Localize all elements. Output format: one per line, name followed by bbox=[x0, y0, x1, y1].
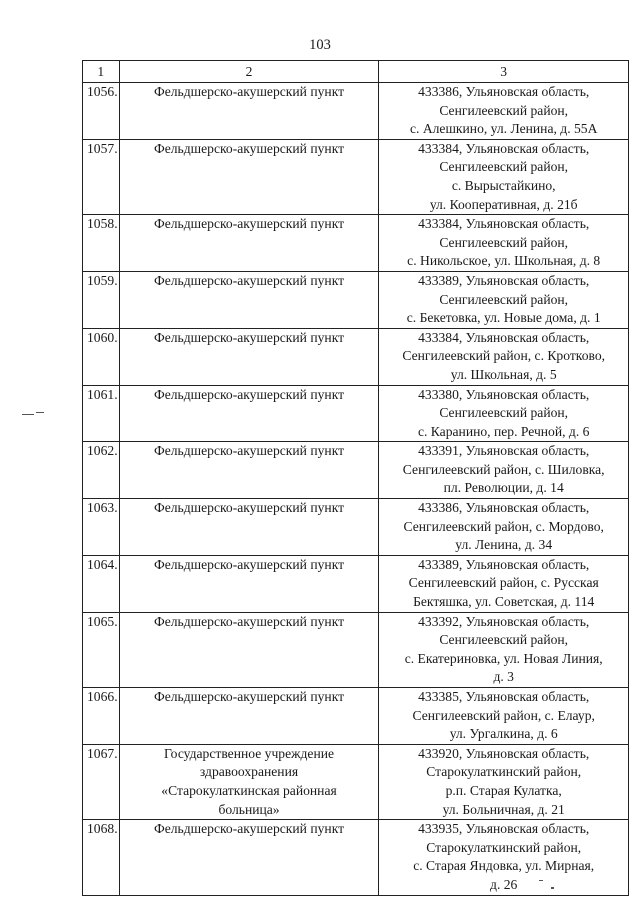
institution-address bbox=[379, 688, 629, 745]
table-row bbox=[83, 215, 629, 272]
address-line: с. Алешкино, ул. Ленина, д. 55А bbox=[410, 121, 598, 137]
address-line: 433384, Ульяновская область, bbox=[418, 140, 590, 156]
row-number: 1063. bbox=[83, 499, 120, 556]
institution-name-line: Фельдшерско-акушерский пункт bbox=[153, 613, 345, 629]
address-line: с. Вырыстайкино, bbox=[451, 177, 556, 193]
institution-name-line: Государственное учреждение bbox=[164, 745, 335, 761]
institution-address bbox=[379, 215, 629, 272]
institution-name bbox=[119, 442, 379, 499]
address-line: 433380, Ульяновская область, bbox=[418, 386, 590, 402]
institution-name bbox=[119, 328, 379, 385]
institution-name bbox=[119, 688, 379, 745]
institution-address bbox=[379, 328, 629, 385]
row-number: 1065. bbox=[83, 612, 120, 687]
institution-name bbox=[119, 555, 379, 612]
institution-name bbox=[119, 612, 379, 687]
address-line: Сенгилеевский район, с. Кротково, bbox=[402, 348, 606, 364]
row-number: 1057. bbox=[83, 139, 120, 214]
institution-address bbox=[379, 385, 629, 442]
address-line: 433385, Ульяновская область, bbox=[418, 689, 590, 704]
institution-name bbox=[119, 139, 379, 214]
address-line: ул. Ленина, д. 34 bbox=[455, 537, 553, 553]
address-line: Сенгилеевский район, с. Шиловка, bbox=[402, 461, 605, 477]
row-number: 1066. bbox=[83, 688, 120, 745]
institution-name bbox=[119, 385, 379, 442]
address-line: Сенгилеевский район, с. Мордово, bbox=[403, 518, 604, 534]
institution-name-line: Фельдшерско-акушерский пункт bbox=[153, 556, 345, 572]
institution-address bbox=[379, 820, 629, 895]
table-row bbox=[83, 83, 629, 140]
institution-address bbox=[379, 744, 629, 819]
address-line: Сенгилеевский район, bbox=[439, 291, 569, 307]
address-line: Сенгилеевский район, с. Елаур, bbox=[412, 707, 595, 723]
address-line: Старокулаткинский район, bbox=[426, 764, 582, 780]
address-line: Старокулаткинский район, bbox=[426, 839, 582, 855]
institution-address bbox=[379, 83, 629, 140]
address-line: пл. Революции, д. 14 bbox=[443, 480, 564, 496]
scan-mark bbox=[22, 414, 34, 415]
institution-name-line: здравоохранения bbox=[199, 764, 299, 780]
address-line: с. Каранино, пер. Речной, д. 6 bbox=[417, 423, 590, 439]
table-row bbox=[83, 328, 629, 385]
institution-name-line: Фельдшерско-акушерский пункт bbox=[153, 329, 345, 345]
row-number: 1062. bbox=[83, 442, 120, 499]
address-line: 433920, Ульяновская область, bbox=[418, 745, 590, 761]
institution-name-line: «Старокулаткинская районная bbox=[161, 782, 337, 798]
address-line: 433389, Ульяновская область, bbox=[418, 556, 590, 572]
address-line: Сенгилеевский район, bbox=[439, 405, 569, 421]
table-row bbox=[83, 139, 629, 214]
address-line: ул. Школьная, д. 5 bbox=[450, 366, 557, 382]
header-cell-name: 2 bbox=[119, 61, 379, 83]
address-line: 433392, Ульяновская область, bbox=[418, 613, 590, 629]
scan-mark bbox=[36, 412, 44, 413]
table-row bbox=[83, 271, 629, 328]
address-line: д. 26 bbox=[490, 876, 518, 892]
institution-name-line: Фельдшерско-акушерский пункт bbox=[153, 272, 345, 288]
institution-address bbox=[379, 612, 629, 687]
address-line: 433384, Ульяновская область, bbox=[418, 329, 590, 345]
institution-name bbox=[119, 499, 379, 556]
address-line: 433391, Ульяновская область, bbox=[418, 443, 590, 459]
address-line: р.п. Старая Кулатка, bbox=[445, 782, 562, 798]
table-row bbox=[83, 744, 629, 819]
address-line: Сенгилеевский район, с. Русская bbox=[408, 575, 599, 591]
row-number: 1059. bbox=[83, 271, 120, 328]
institution-name bbox=[119, 215, 379, 272]
address-line: Сенгилеевский район, bbox=[439, 102, 569, 118]
table-row bbox=[83, 555, 629, 612]
address-line: Сенгилеевский район, bbox=[439, 159, 569, 175]
institution-name-line: Фельдшерско-акушерский пункт bbox=[153, 821, 345, 837]
institution-name bbox=[119, 83, 379, 140]
row-number: 1067. bbox=[83, 744, 120, 819]
institution-address bbox=[379, 271, 629, 328]
institution-address bbox=[379, 139, 629, 214]
table-row bbox=[83, 612, 629, 687]
row-number: 1058. bbox=[83, 215, 120, 272]
address-line: 433384, Ульяновская область, bbox=[418, 216, 590, 232]
institution-address bbox=[379, 555, 629, 612]
institution-name-line: Фельдшерско-акушерский пункт bbox=[153, 216, 345, 232]
institution-name bbox=[119, 820, 379, 895]
address-line: 433386, Ульяновская область, bbox=[418, 500, 590, 516]
table-row bbox=[83, 442, 629, 499]
institution-name-line: Фельдшерско-акушерский пункт bbox=[153, 689, 345, 704]
address-line: ул. Кооперативная, д. 21б bbox=[429, 196, 578, 212]
row-number: 1068. bbox=[83, 820, 120, 895]
table-row bbox=[83, 385, 629, 442]
address-line: 433935, Ульяновская область, bbox=[418, 821, 590, 837]
address-line: Бектяшка, ул. Советская, д. 114 bbox=[413, 594, 595, 610]
address-line: 433389, Ульяновская область, bbox=[418, 272, 590, 288]
address-line: с. Бекетовка, ул. Новые дома, д. 1 bbox=[406, 310, 601, 326]
address-line: ул. Ургалкина, д. 6 bbox=[449, 726, 558, 742]
row-number: 1060. bbox=[83, 328, 120, 385]
institution-name-line: Фельдшерско-акушерский пункт bbox=[153, 500, 345, 516]
address-line: Сенгилеевский район, bbox=[439, 234, 569, 250]
row-number: 1064. bbox=[83, 555, 120, 612]
address-line: 433386, Ульяновская область, bbox=[418, 84, 590, 99]
row-number: 1056. bbox=[83, 83, 120, 140]
institution-name-line: Фельдшерско-акушерский пункт bbox=[153, 140, 345, 156]
address-line: ул. Больничная, д. 21 bbox=[442, 801, 565, 817]
institution-address bbox=[379, 499, 629, 556]
institution-address bbox=[379, 442, 629, 499]
address-line: с. Никольское, ул. Школьная, д. 8 bbox=[407, 253, 601, 269]
address-line: д. 3 bbox=[493, 669, 514, 685]
institution-name bbox=[119, 744, 379, 819]
header-cell-number: 1 bbox=[83, 61, 120, 83]
registry-table bbox=[82, 60, 629, 896]
institution-name bbox=[119, 271, 379, 328]
institution-name-line: Фельдшерско-акушерский пункт bbox=[153, 443, 345, 459]
address-line: с. Старая Яндовка, ул. Мирная, bbox=[413, 858, 595, 874]
institution-name-line: больница» bbox=[218, 801, 280, 817]
institution-name-line: Фельдшерско-акушерский пункт bbox=[153, 386, 345, 402]
row-number: 1061. bbox=[83, 385, 120, 442]
table-row bbox=[83, 820, 629, 895]
table-row bbox=[83, 499, 629, 556]
page-number: 103 bbox=[309, 37, 331, 53]
institution-name-line: Фельдшерско-акушерский пункт bbox=[153, 84, 345, 99]
table-row bbox=[83, 688, 629, 745]
address-line: с. Екатериновка, ул. Новая Линия, bbox=[404, 650, 603, 666]
address-line: Сенгилеевский район, bbox=[439, 632, 569, 648]
table-header-row bbox=[83, 61, 629, 83]
header-cell-address: 3 bbox=[379, 61, 629, 83]
